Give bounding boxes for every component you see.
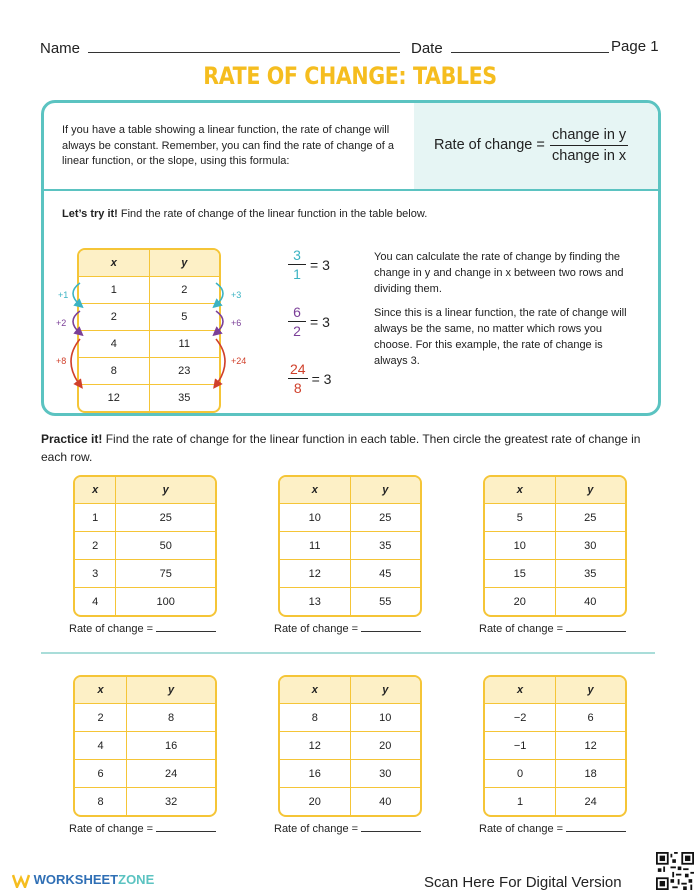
rate-label: Rate of change =: [69, 623, 154, 635]
table-cell: 2: [149, 277, 219, 304]
left-arrow-3: [71, 339, 80, 385]
table-cell: 20: [485, 588, 555, 616]
table-cell: 45: [350, 560, 420, 588]
left-diff-3: +8: [56, 356, 67, 366]
table-cell: 18: [556, 760, 625, 788]
table-cell: 10: [280, 504, 350, 532]
table-cell: 20: [350, 732, 420, 760]
table-row: [485, 560, 625, 588]
table-row: [485, 760, 625, 788]
example-fraction: [288, 304, 330, 339]
formula-panel: [414, 103, 658, 189]
table-cell: 50: [116, 532, 215, 560]
table-row: [75, 532, 215, 560]
table-header-row: [75, 677, 215, 704]
table-row: [485, 532, 625, 560]
lets-try-it: [62, 208, 427, 220]
table-cell: 16: [280, 760, 350, 788]
table-header-cell: x: [75, 477, 116, 504]
right-arrow-3: [216, 339, 225, 385]
rate-label: Rate of change =: [274, 623, 359, 635]
table-cell: 75: [116, 560, 215, 588]
table-header-row: [75, 477, 215, 504]
right-arrow-2: [216, 311, 223, 333]
table-row: [280, 504, 420, 532]
formula-numerator: change in y: [550, 127, 628, 146]
table-row: [485, 704, 625, 732]
rate-of-change-answer: [69, 620, 216, 635]
example-fraction: [288, 247, 330, 282]
practice-text: Find the rate of change for the linear function in each table. Then circle the greatest rate of change in each row.: [41, 432, 641, 464]
table-header-cell: x: [485, 677, 556, 704]
table-cell: 1: [485, 788, 556, 816]
rate-of-change-answer: [274, 820, 421, 835]
fraction-result: = 3: [310, 313, 330, 330]
table-header-row: [280, 477, 420, 504]
table-row: [485, 732, 625, 760]
table-header-cell: x: [79, 250, 149, 277]
practice-table-grid: [75, 477, 215, 615]
left-arrow-1: [73, 283, 80, 305]
rate-label: Rate of change =: [479, 823, 564, 835]
practice-table: [483, 675, 627, 817]
practice-table: [278, 475, 422, 617]
table-header-row: [485, 677, 625, 704]
practice-table-grid: [280, 477, 420, 615]
table-row: [485, 588, 625, 616]
table-cell: 2: [79, 304, 149, 331]
table-cell: 55: [379, 595, 392, 608]
rate-answer-blank[interactable]: [566, 620, 626, 632]
table-cell: 30: [555, 532, 625, 560]
right-arrow-1: [216, 283, 223, 305]
table-row: [280, 532, 420, 560]
explanation-1: You can calculate the rate of change by finding the change in y and change in x between two rows and dividing them.: [374, 251, 624, 295]
name-field: [40, 38, 400, 57]
table-row: [75, 588, 215, 616]
table-row: [75, 760, 215, 788]
practice-table-grid: [280, 677, 420, 815]
rate-label: Rate of change =: [479, 623, 564, 635]
table-cell: 12: [280, 732, 350, 760]
table-row: [280, 788, 420, 816]
table-row: [280, 560, 420, 588]
fraction-numerator: 24: [290, 361, 306, 377]
table-header-cell: x: [280, 677, 350, 704]
fraction-numerator: 6: [288, 304, 306, 322]
practice-table: [483, 475, 627, 617]
section-divider: [41, 652, 655, 654]
table-cell: 11: [280, 532, 350, 560]
table-header-cell: y: [555, 477, 625, 504]
rate-label: Rate of change =: [274, 823, 359, 835]
practice-table: [278, 675, 422, 817]
table-cell: 8: [280, 704, 350, 732]
table-cell: −1: [485, 732, 556, 760]
table-cell: 35: [178, 392, 191, 404]
table-cell: 12: [556, 732, 625, 760]
table-row: [485, 504, 625, 532]
table-header-cell: y: [350, 477, 420, 504]
page-title: RATE OF CHANGE: TABLES: [203, 62, 497, 90]
table-row: [280, 588, 420, 616]
table-cell: 30: [350, 760, 420, 788]
table-cell: 35: [555, 560, 625, 588]
table-cell: −2: [485, 704, 556, 732]
table-row: [75, 704, 215, 732]
table-cell: 10: [485, 532, 555, 560]
table-cell: 2: [75, 704, 127, 732]
table-cell: 4: [75, 732, 127, 760]
table-cell: 5: [485, 504, 555, 532]
table-cell: 10: [350, 704, 420, 732]
table-cell: 24: [127, 760, 215, 788]
practice-table-grid: [75, 677, 215, 815]
table-cell: 11: [149, 331, 219, 358]
explanation: [374, 249, 634, 377]
table-row: [75, 788, 215, 816]
table-cell: 32: [164, 795, 178, 808]
table-cell: 24: [584, 795, 597, 808]
lets-try-bold: Let’s try it!: [62, 208, 118, 220]
table-cell: 25: [350, 504, 420, 532]
rate-answer-blank[interactable]: [156, 820, 216, 832]
table-cell: 100: [156, 595, 175, 608]
table-cell: 12: [280, 560, 350, 588]
table-header-cell: y: [556, 677, 625, 704]
practice-bold: Practice it!: [41, 432, 103, 446]
logo-prefix: WORKSHEET: [33, 872, 119, 887]
date-field: [411, 38, 609, 57]
table-row: [280, 732, 420, 760]
table-header-cell: y: [116, 477, 215, 504]
lets-try-text: Find the rate of change of the linear function in the table below.: [117, 208, 428, 220]
practice-table-grid: [485, 677, 625, 815]
table-header-cell: x: [280, 477, 350, 504]
left-diff-2: +2: [56, 318, 67, 328]
example-fraction: [288, 361, 331, 396]
logo-icon: [12, 874, 30, 888]
table-cell: 8: [75, 788, 127, 816]
fraction-denominator: 2: [293, 323, 301, 339]
date-label: Date: [411, 40, 443, 57]
rate-answer-blank[interactable]: [361, 820, 421, 832]
right-diff-2: +6: [231, 318, 242, 328]
table-cell: 3: [75, 560, 116, 588]
practice-table-grid: [485, 477, 625, 615]
table-cell: 40: [584, 595, 597, 608]
table-row: [75, 732, 215, 760]
table-cell: 13: [280, 588, 350, 616]
practice-table: [73, 675, 217, 817]
left-diff-1: +1: [58, 290, 69, 300]
table-header-row: [485, 477, 625, 504]
formula-fraction: [550, 127, 628, 164]
table-row: [280, 704, 420, 732]
table-cell: 0: [485, 760, 556, 788]
table-cell: 15: [485, 560, 555, 588]
fraction-result: = 3: [311, 370, 332, 387]
name-blank[interactable]: [88, 38, 400, 53]
fraction-result: = 3: [310, 256, 330, 273]
table-cell: 6: [75, 760, 127, 788]
table-cell: 2: [75, 532, 116, 560]
table-cell: 8: [79, 358, 149, 385]
table-cell: 5: [149, 304, 219, 331]
table-cell: 35: [350, 532, 420, 560]
scan-text: Scan Here For Digital Version: [424, 874, 622, 891]
intro-text: If you have a table showing a linear function, the rate of change will always be constant. Remember, you can find the rate of change of a linear function, or the slope, using this formula:: [62, 124, 395, 167]
table-cell: 4: [75, 588, 116, 616]
table-cell: 1: [75, 504, 116, 532]
table-cell: 6: [556, 704, 625, 732]
table-header-cell: y: [149, 250, 219, 277]
instruction-box: [41, 100, 661, 416]
practice-instructions: [41, 430, 661, 466]
table-cell: 4: [79, 331, 149, 358]
right-diff-3: +24: [231, 356, 247, 366]
table-cell: 16: [127, 732, 215, 760]
table-header-row: [280, 677, 420, 704]
table-header-cell: y: [350, 677, 420, 704]
intro-section: [44, 103, 658, 191]
table-cell: 25: [116, 504, 215, 532]
left-arrow-2: [73, 311, 80, 333]
rate-label: Rate of change =: [69, 823, 154, 835]
fraction-denominator: 1: [293, 266, 301, 282]
rate-of-change-answer: [274, 620, 421, 635]
rate-answer-blank[interactable]: [566, 820, 626, 832]
formula-label: Rate of change =: [434, 137, 545, 153]
table-cell: 8: [127, 704, 215, 732]
formula-denominator: change in x: [552, 148, 627, 164]
rate-of-change-answer: [479, 620, 626, 635]
table-row: [75, 504, 215, 532]
practice-table: [73, 475, 217, 617]
name-label: Name: [40, 40, 81, 57]
table-header-cell: x: [75, 677, 127, 704]
rate-answer-blank[interactable]: [156, 620, 216, 632]
qr-code-icon[interactable]: [656, 852, 694, 890]
date-blank[interactable]: [451, 38, 609, 53]
table-row: [280, 760, 420, 788]
table-cell: 12: [79, 385, 149, 412]
logo-suffix: ZONE: [118, 872, 155, 887]
rate-of-change-answer: [479, 820, 626, 835]
table-header-cell: y: [127, 677, 215, 704]
explanation-2: Since this is a linear function, the rate of change will always be the same, no matter which rows you choose. For this example, the rate of change is always 3.: [374, 307, 627, 367]
table-cell: 20: [280, 788, 350, 816]
page-number: Page 1: [611, 38, 659, 55]
table-cell: 1: [79, 277, 149, 304]
table-cell: 23: [149, 358, 219, 385]
fraction-numerator: 3: [288, 247, 306, 265]
table-cell: 40: [379, 795, 392, 808]
rate-answer-blank[interactable]: [361, 620, 421, 632]
table-header-cell: x: [485, 477, 555, 504]
fraction-denominator: 8: [293, 380, 302, 396]
table-row: [75, 560, 215, 588]
table-row: [485, 788, 625, 816]
rate-of-change-answer: [69, 820, 216, 835]
worksheet-zone-logo: [12, 872, 154, 888]
table-cell: 25: [555, 504, 625, 532]
right-diff-1: +3: [231, 290, 242, 300]
